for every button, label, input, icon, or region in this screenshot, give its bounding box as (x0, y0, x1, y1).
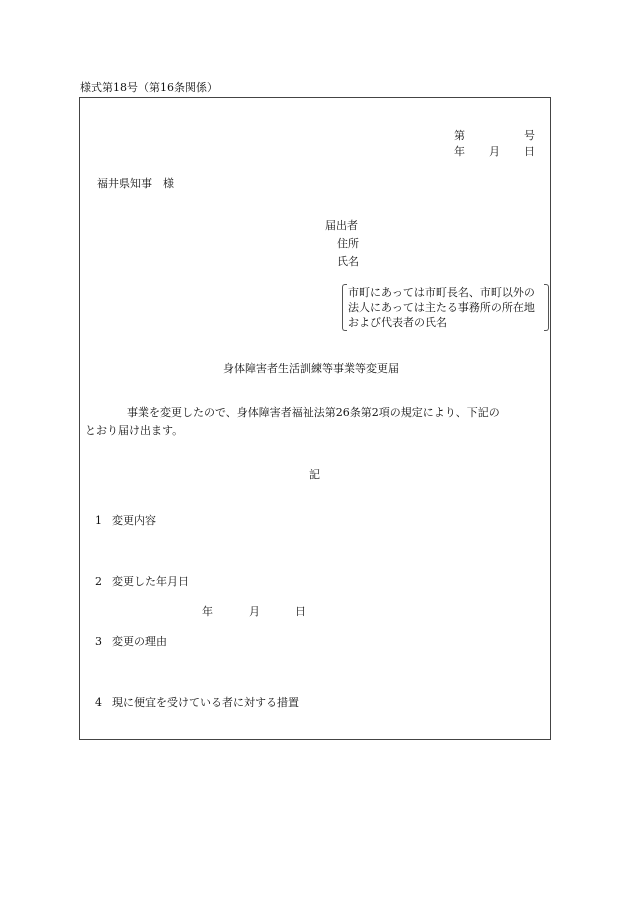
item-label: 現に便宜を受けている者に対する措置 (112, 696, 299, 709)
body-text-line: とおり届け出ます。 (85, 424, 184, 437)
note-line: 法人にあっては主たる事務所の所在地 (348, 301, 535, 314)
list-item (95, 575, 189, 588)
item-label: 変更内容 (112, 514, 156, 527)
item-number: 3 (95, 635, 102, 648)
bracket-right (544, 284, 549, 331)
date-month-label: 月 (489, 145, 500, 158)
item-number: 2 (95, 575, 102, 588)
submitter-note-bracket (342, 284, 549, 331)
list-item (95, 514, 156, 527)
name-label: 氏名 (337, 255, 359, 268)
body-text-line: 事業を変更したので、身体障害者福祉法第26条第2項の規定により、下記の (127, 406, 500, 419)
note-line: 市町にあっては市町長名、市町以外の (348, 286, 535, 299)
list-item (95, 635, 167, 648)
bracket-left (342, 284, 347, 331)
ki-heading: 記 (309, 468, 320, 481)
item-number: 1 (95, 514, 102, 527)
change-date-month: 月 (249, 605, 260, 618)
document-title: 身体障害者生活訓練等事業等変更届 (223, 362, 399, 375)
item-label: 変更の理由 (112, 635, 167, 648)
document-number-suffix: 号 (524, 129, 535, 142)
list-item (95, 696, 299, 709)
date-year-label: 年 (454, 145, 465, 158)
change-date-year: 年 (202, 605, 213, 618)
document-number-prefix: 第 (454, 129, 465, 142)
submitter-label: 届出者 (325, 219, 358, 232)
change-date-day: 日 (295, 605, 306, 618)
item-label: 変更した年月日 (112, 575, 189, 588)
form-number-label: 様式第18号（第16条関係） (80, 81, 218, 94)
addressee: 福井県知事 様 (97, 177, 174, 190)
address-label: 住所 (337, 237, 359, 250)
item-number: 4 (95, 696, 102, 709)
date-day-label: 日 (524, 145, 535, 158)
note-line: および代表者の氏名 (348, 316, 447, 329)
